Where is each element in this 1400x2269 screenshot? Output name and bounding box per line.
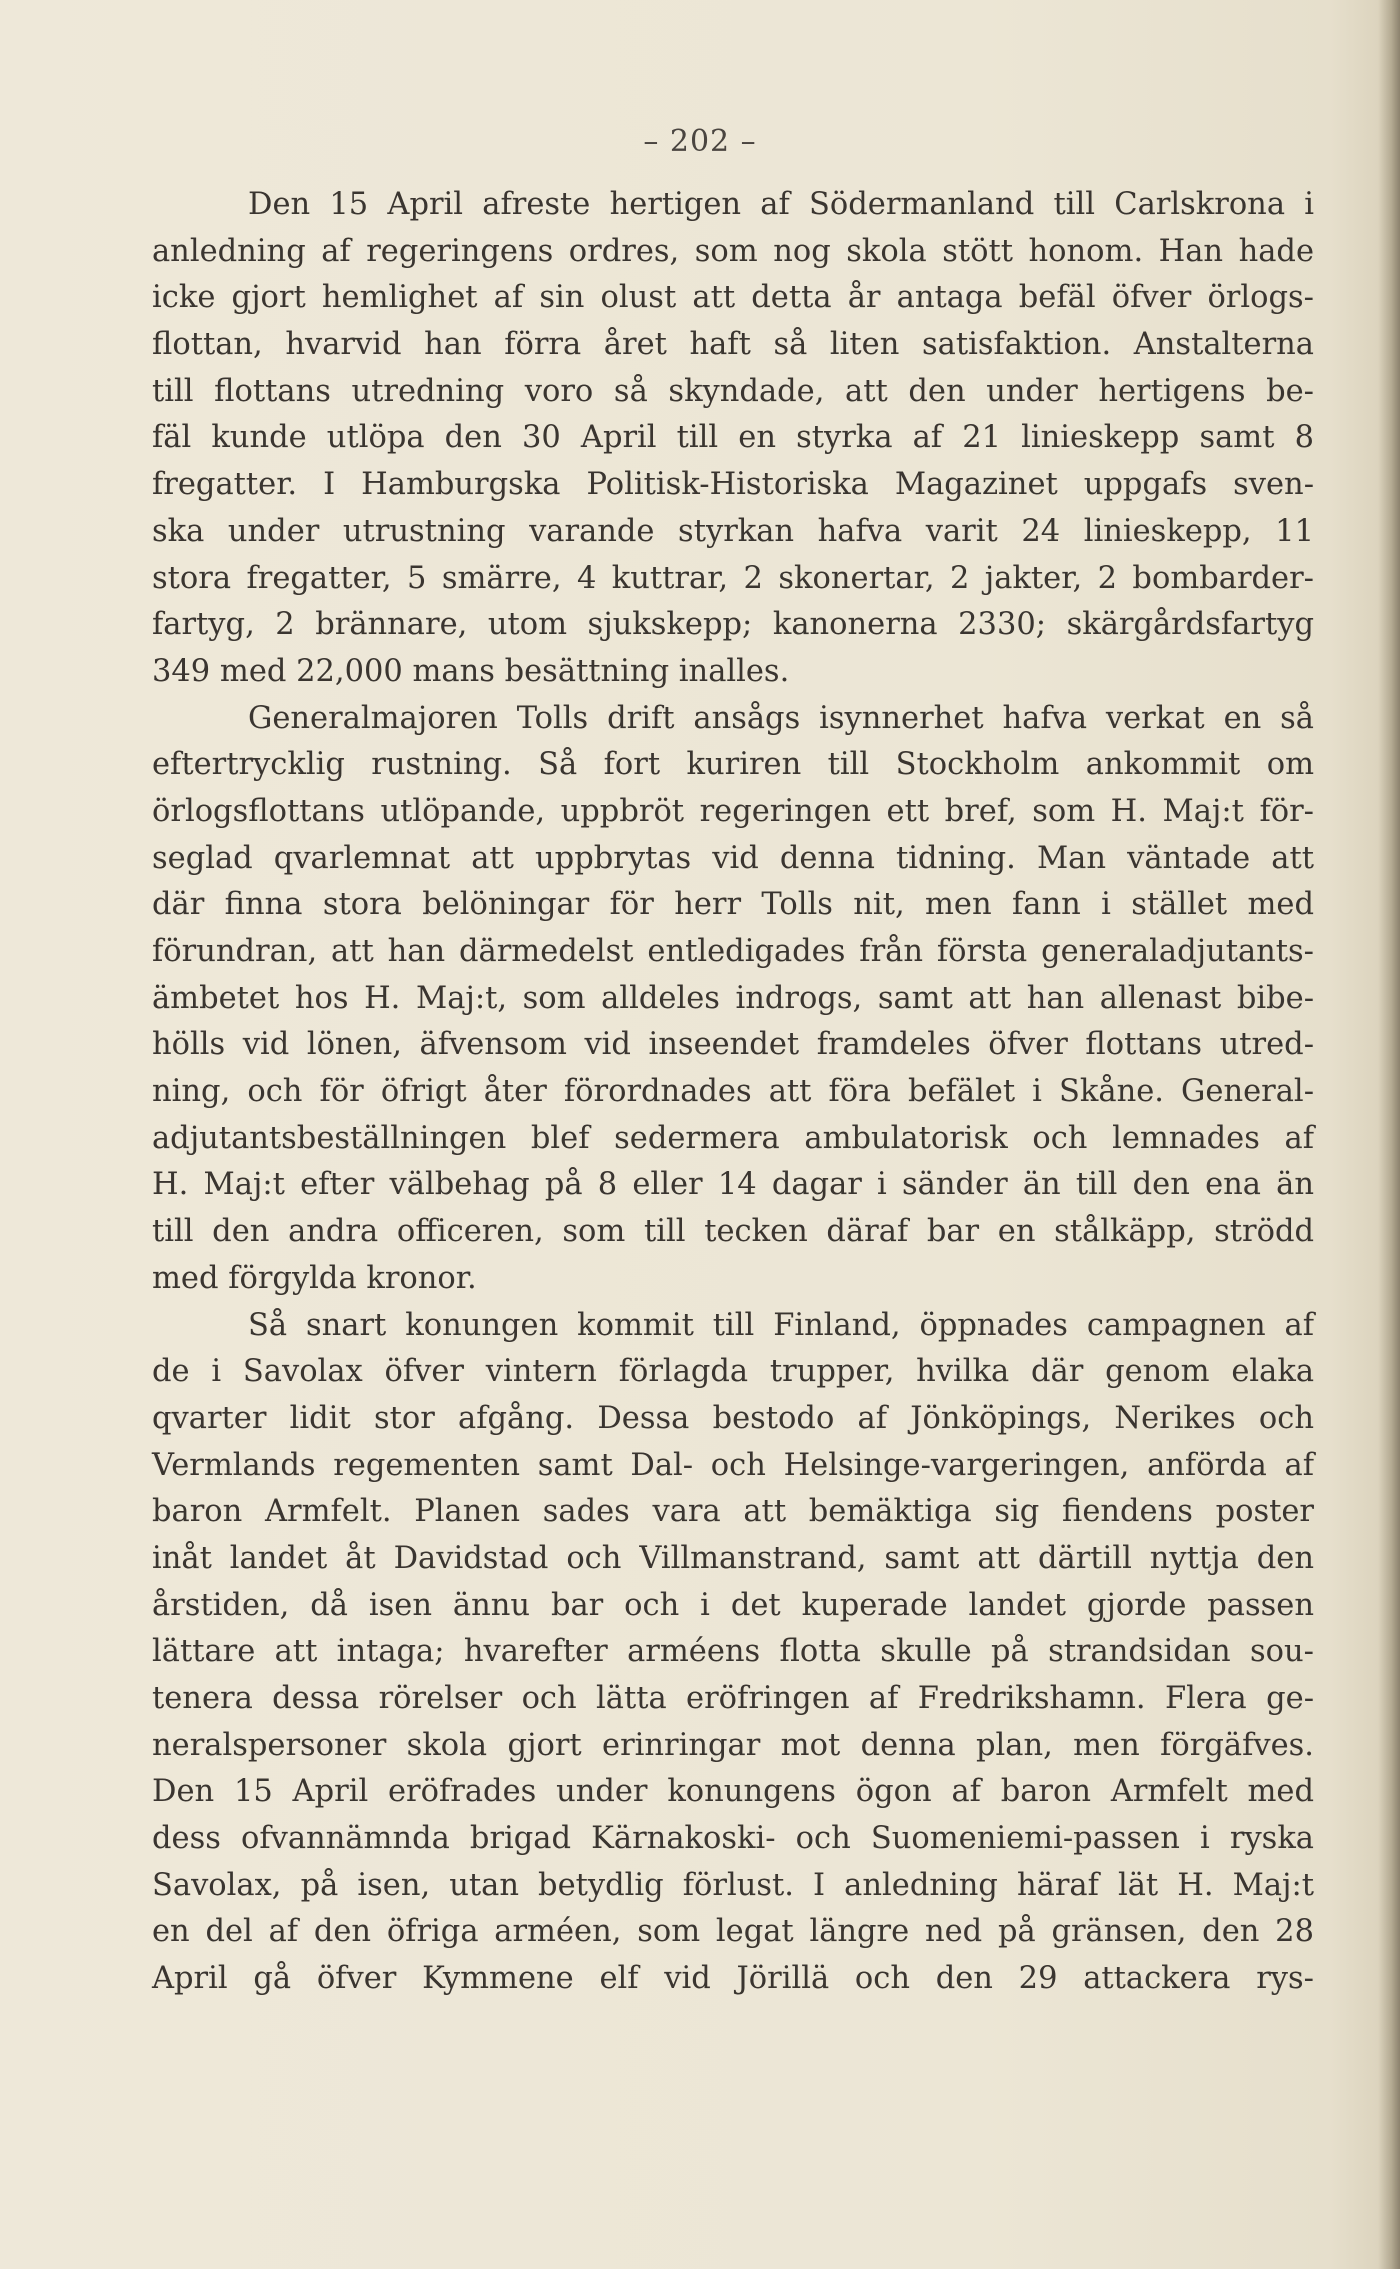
text-line: anledning af regeringens ordres, som nog skola stött honom. Han hade — [152, 233, 1314, 269]
text-line: Savolax, på isen, utan betydlig förlust. I anledning häraf lät H. Maj:t — [152, 1867, 1314, 1903]
text-line: 349 med 22,000 mans besättning inalles. — [152, 653, 790, 689]
text-line: H. Maj:t efter välbehag på 8 eller 14 dagar i sänder än till den ena än — [152, 1167, 1314, 1203]
text-line: Vermlands regementen samt Dal- och Helsinge-vargeringen, anförda af — [152, 1447, 1314, 1483]
text-line: till den andra officeren, som till tecken däraf bar en stålkäpp, strödd — [152, 1214, 1314, 1250]
text-line: ska under utrustning varande styrkan hafva varit 24 linieskepp, 11 — [152, 513, 1314, 549]
text-line: qvarter lidit stor afgång. Dessa bestodo af Jönköpings, Nerikes och — [152, 1400, 1314, 1436]
text-line: fäl kunde utlöpa den 30 April till en styrka af 21 linieskepp samt 8 — [152, 420, 1314, 456]
text-line: där finna stora belöningar för herr Tolls nit, men fann i stället med — [152, 887, 1314, 923]
text-line: inåt landet åt Davidstad och Villmanstrand, samt att därtill nyttja den — [152, 1540, 1314, 1576]
text-line: flottan, hvarvid han förra året haft så liten satisfaktion. Anstalterna — [152, 327, 1314, 363]
text-line: ning, och för öfrigt åter förordnades att föra befälet i Skåne. General- — [152, 1074, 1314, 1110]
text-line: baron Armfelt. Planen sades vara att bemäktiga sig fiendens poster — [152, 1494, 1314, 1530]
text-line: dess ofvannämnda brigad Kärnakoski- och Suomeniemi-passen i ryska — [152, 1821, 1314, 1857]
text-line: adjutantsbeställningen blef sedermera ambulatorisk och lemnades af — [152, 1120, 1314, 1156]
body-text — [152, 182, 1314, 2003]
text-line: årstiden, då isen ännu bar och i det kuperade landet gjorde passen — [152, 1587, 1314, 1623]
text-line: Generalmajoren Tolls drift ansågs isynnerhet hafva verkat en så — [248, 700, 1314, 736]
text-line: Så snart konungen kommit till Finland, öppnades campagnen af — [248, 1307, 1314, 1343]
text-line: lättare att intaga; hvarefter arméens flotta skulle på strandsidan sou- — [152, 1634, 1314, 1670]
text-line: till flottans utredning voro så skyndade, att den under hertigens be- — [152, 373, 1314, 409]
text-line: eftertrycklig rustning. Så fort kuriren till Stockholm ankommit om — [152, 747, 1314, 783]
text-line: hölls vid lönen, äfvensom vid inseendet framdeles öfver flottans utred- — [152, 1027, 1314, 1063]
page-number: – 202 – — [643, 124, 757, 159]
text-line: April gå öfver Kymmene elf vid Jörillä och den 29 attackera rys- — [152, 1961, 1314, 1997]
text-line: tenera dessa rörelser och lätta eröfringen af Fredrikshamn. Flera ge- — [152, 1681, 1314, 1716]
text-line: icke gjort hemlighet af sin olust att detta år antaga befäl öfver örlogs- — [152, 280, 1314, 316]
text-line: förundran, att han därmedelst entledigades från första generaladjutants- — [152, 934, 1314, 969]
text-line: stora fregatter, 5 smärre, 4 kuttrar, 2 skonertar, 2 jakter, 2 bombarder- — [152, 560, 1314, 596]
text-line: Den 15 April afreste hertigen af Södermanland till Carlskrona i — [248, 187, 1314, 222]
text-line: örlogsflottans utlöpande, uppbröt regeringen ett bref, som H. Maj:t för- — [152, 793, 1314, 829]
text-line: fregatter. I Hamburgska Politisk-Historiska Magazinet uppgafs sven- — [152, 467, 1314, 503]
text-line: fartyg, 2 brännare, utom sjukskepp; kanonerna 2330; skärgårdsfartyg — [152, 607, 1314, 643]
text-line: de i Savolax öfver vintern förlagda trupper, hvilka där genom elaka — [152, 1354, 1314, 1390]
text-line: en del af den öfriga arméen, som legat längre ned på gränsen, den 28 — [152, 1914, 1314, 1950]
page-edge-shadow — [1378, 0, 1400, 2269]
text-line: Den 15 April eröfrades under konungens ögon af baron Armfelt med — [152, 1774, 1314, 1810]
text-line: seglad qvarlemnat att uppbrytas vid denna tidning. Man väntade att — [152, 840, 1314, 876]
text-line: ämbetet hos H. Maj:t, som alldeles indrogs, samt att han allenast bibe- — [152, 980, 1314, 1016]
text-line: neralspersoner skola gjort erinringar mot denna plan, men förgäfves. — [152, 1727, 1314, 1763]
text-line: med förgylda kronor. — [152, 1260, 477, 1296]
